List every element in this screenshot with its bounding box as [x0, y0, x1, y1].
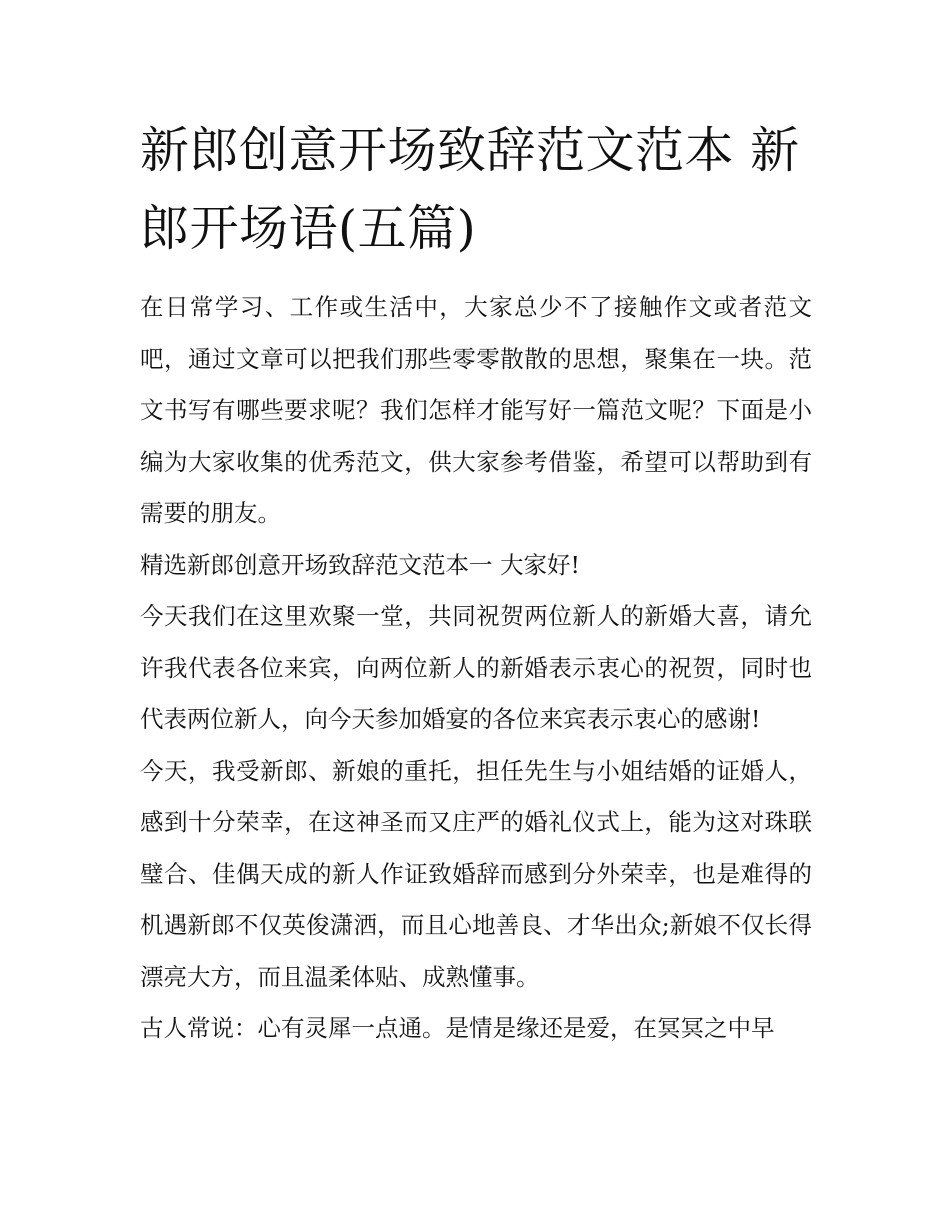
body-paragraph: 今天我们在这里欢聚一堂，共同祝贺两位新人的新婚大喜，请允许我代表各位来宾，向两位新人的新婚表示衷心的祝贺，同时也代表两位新人，向今天参加婚宴的各位来宾表示衷心的感谢! — [140, 602, 812, 733]
body-paragraph: 今天，我受新郎、新娘的重托，担任先生与小姐结婚的证婚人，感到十分荣幸，在这神圣而又庄严的婚礼仪式上，能为这对珠联璧合、佳偶天成的新人作证致婚辞而感到分外荣幸，也是难得的机遇新郎不仅英俊潇洒，而且心地善良、才华出众;新娘不仅长得漂亮大方，而且温柔体贴、成熟懂事。 — [140, 756, 812, 991]
document-title: 新郎创意开场致辞范文范本 新郎开场语(五篇) — [140, 122, 800, 257]
document-page — [140, 112, 812, 1055]
section-heading: 精选新郎创意开场致辞范文范本一 大家好! — [140, 550, 580, 579]
intro-paragraph: 在日常学习、工作或生活中，大家总少不了接触作文或者范文吧，通过文章可以把我们那些零零散散的思想，聚集在一块。范文书写有哪些要求呢？我们怎样才能写好一篇范文呢？下面是小编为大家收集的优秀范文，供大家参考借鉴，希望可以帮助到有需要的朋友。 — [140, 293, 812, 527]
body-paragraph: 古人常说：心有灵犀一点通。是情是缘还是爱，在冥冥之中早 — [140, 1014, 775, 1042]
